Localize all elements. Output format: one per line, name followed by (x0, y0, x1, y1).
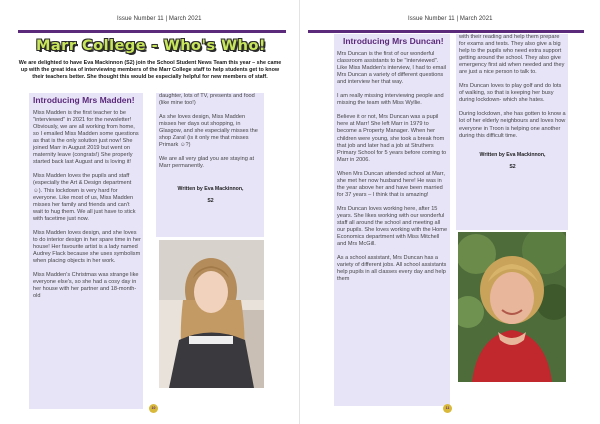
article-paragraph: When Mrs Duncan attended school at Marr, she met her now husband here! He was in the year above her and have been married for 37 years – I think that is amazing! (337, 170, 445, 198)
article-column-2-text (159, 93, 262, 205)
byline-class: S2 (207, 198, 214, 205)
right-page (300, 0, 600, 424)
article-paragraph: Mrs Duncan loves to play golf and do lots of walking, so that is keeping her busy during lockdown- which she hates. (459, 83, 562, 104)
article-paragraph: Miss Madden's Christmas was strange like everyone else's, so she had a cosy day in her house with her partner and 18-month-old (33, 271, 139, 300)
byline: Written by Eva Mackinnon, (177, 186, 244, 193)
intro-paragraph: We are delighted to have Eva Mackinnon (S2) join the School Student News Team this year – she came up with the great idea of interviewing members of the Marr College staff to help students get to know their teachers better. She thought this would be especially helpful for new members of staff. (18, 60, 282, 80)
article-heading: Introducing Mrs Duncan! (343, 36, 444, 46)
assistant-photo (458, 232, 566, 382)
article-paragraph: During lockdown, she has gotten to know a lot of her elderly neighbours and loves how everyone in Troon is helping one another during this difficult time. (459, 111, 566, 139)
article-paragraph: Mrs Duncan loves working here, after 15 years. She likes working with our wonderful staff all around the school and meeting all our pupils. She loves working with the Home Economics department with Miss Mitchell and Mrs McGill. (337, 205, 448, 248)
article-column-1-text (337, 38, 448, 290)
article-paragraph: We are all very glad you are staying at Marr permanently. (159, 156, 255, 170)
article-paragraph: Miss Madden loves the pupils and staff (especially the Art & Design department ☺). This lockdown is very hard for everyone. Like most of us, Miss Madden misses her family and friends and can't wait to hug them. We all just have to stick with facetime just now. (33, 173, 136, 222)
issue-line: Issue Number 11 | March 2021 (117, 16, 202, 22)
masthead-title: Marr College - Who's Who! (35, 38, 267, 54)
purple-rule (18, 30, 286, 33)
article-paragraph: Miss Madden loves design, and she loves to do interior design in her spare time in her house! Her favourite artist is a lady named Audrey Flack because she uses symbolism when placing objects in her work. (33, 229, 141, 264)
article-paragraph: Miss Madden is the first teacher to be "interviewed" in 2021 for the newsletter! Obviously, we are all working from home, so I emailed Miss Madden some questions as that is the only solution just now! She joined Marr in August 2019 but went on maternity leave (congrats!) She properly started back last August and is loving it! (33, 110, 139, 166)
byline: Written by Eva Mackinnon, (479, 151, 546, 158)
article-column-1-text (33, 97, 141, 307)
article-heading: Introducing Mrs Madden! (33, 95, 135, 105)
article-column-2-text (459, 34, 566, 171)
issue-line: Issue Number 11 | March 2021 (408, 16, 493, 22)
article-paragraph: As a school assistant, Mrs Duncan has a variety of different jobs. All school assistants help pupils in all classes every day and help them (337, 255, 447, 283)
article-paragraph: Mrs Duncan is the first of our wonderful classroom assistants to be "interviewed". Like Miss Madden's interview, I had to email Mrs Duncan a variety of different questions and interview her that way. (337, 51, 446, 86)
article-paragraph: Believe it or not, Mrs Duncan was a pupil here at Marr! She left Marr in 1979 to become a Property Manager. When her children were young, she took a break from that job and later had a job at Struthers Primary School for 5 years before coming to Marr in 2006. (337, 114, 447, 163)
article-paragraph: As she loves design, Miss Madden misses her days out shopping, in Glasgow, and she especially misses the shop Zara! (is it only me that misses Primark ☺?) (159, 114, 258, 149)
page-number: 11 (443, 404, 452, 413)
article-paragraph: I am really missing interviewing people and missing the team with Miss Wyllie. (337, 93, 444, 107)
byline-class: S2 (509, 163, 516, 170)
article-paragraph: with their reading and help them prepare for exams and tests. They also give a big help to the pupils who need extra support getting around the school. They also give emergency first aid when needed and they are just a nice person to talk to. (459, 34, 565, 76)
article-paragraph: daughter, lots of TV, presents and food (like mine too!) (159, 93, 255, 107)
purple-rule (308, 30, 584, 33)
page-number: 10 (149, 404, 158, 413)
teacher-photo (159, 240, 264, 388)
